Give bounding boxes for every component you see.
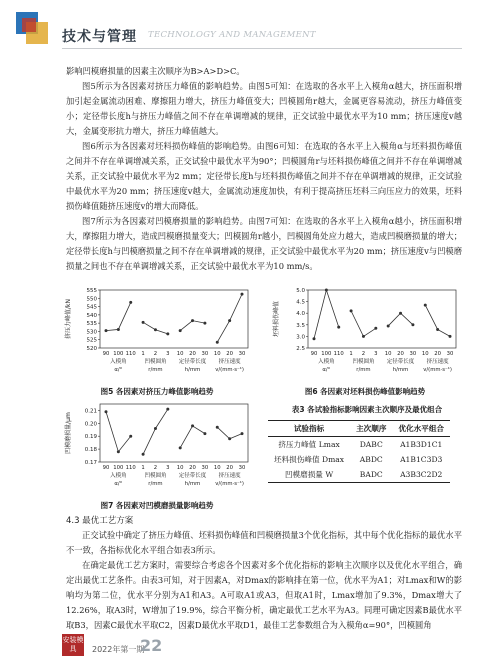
x-group-label: 入模角 [318, 359, 335, 365]
data-point [203, 432, 206, 435]
x-tick-label: 10 [384, 351, 392, 357]
data-point [387, 324, 390, 327]
x-tick-label: 10 [176, 351, 184, 357]
y-tick-label: 4.0 [296, 311, 305, 318]
x-tick-label: 30 [238, 465, 246, 471]
data-point [179, 329, 182, 332]
table-row [268, 437, 450, 453]
data-point [228, 319, 231, 322]
data-point [129, 301, 132, 304]
x-group-unit: v/(mm·s⁻¹) [215, 367, 245, 373]
x-tick-label: 2 [153, 351, 158, 357]
x-group-label: 入模角 [110, 473, 127, 479]
y-tick-label: 0.21 [84, 408, 97, 415]
data-point [216, 426, 219, 429]
data-point [142, 321, 145, 324]
data-point [117, 328, 120, 331]
data-point [191, 424, 194, 427]
x-tick-label: 2 [361, 351, 366, 357]
table3-combo: A1B3D1C1 [400, 440, 443, 449]
series-line [106, 412, 131, 452]
x-group-unit: r/mm [148, 367, 163, 373]
table3-header: 主次顺序 [356, 424, 387, 433]
y-tick-label: 0.18 [84, 447, 97, 454]
data-point [337, 326, 340, 329]
data-point [117, 450, 120, 453]
x-tick-label: 90 [310, 351, 318, 357]
x-tick-label: 30 [201, 465, 209, 471]
data-point [436, 328, 439, 331]
data-point [129, 435, 132, 438]
plot-frame [100, 290, 248, 348]
y-tick-label: 550 [86, 296, 97, 303]
table3-header: 优化水平组合 [398, 424, 445, 433]
series-line [314, 290, 339, 339]
data-point [166, 332, 169, 335]
table3-order: ABDC [359, 455, 383, 464]
x-tick-label: 3 [166, 351, 170, 357]
x-tick-label: 90 [102, 465, 110, 471]
x-tick-label: 1 [141, 351, 145, 357]
y-tick-label: 540 [86, 312, 97, 319]
data-point [424, 304, 427, 307]
x-tick-label: 1 [141, 465, 145, 471]
data-point [241, 293, 244, 296]
x-tick-label: 30 [446, 351, 454, 357]
fig5-chart [62, 286, 252, 384]
x-tick-label: 110 [125, 351, 136, 357]
table3-order: BADC [359, 470, 383, 479]
y-axis-label: 坯料损伤峰值 [273, 300, 280, 338]
y-tick-label: 545 [86, 304, 97, 311]
x-group-label: 凹模圆角 [144, 473, 167, 479]
y-tick-label: 520 [86, 346, 97, 352]
series-line [217, 427, 242, 439]
footer-badge: 安装模具 [62, 634, 84, 656]
journal-logo-icon [14, 8, 52, 48]
data-point [241, 432, 244, 435]
y-tick-label: 0.19 [84, 434, 97, 441]
table3-header: 试验指标 [293, 424, 325, 433]
x-group-label: 挤压速度 [218, 473, 241, 479]
plot-frame [308, 290, 456, 348]
fig7-caption: 图7 各因素对凹模磨损量影响趋势 [100, 501, 214, 510]
journal-section-title-en: TECHNOLOGY AND MANAGEMENT [148, 30, 316, 40]
data-point [313, 337, 316, 340]
data-point [411, 323, 414, 326]
x-group-unit: v/(mm·s⁻¹) [215, 481, 245, 487]
series-line [106, 302, 131, 330]
data-point [105, 329, 108, 332]
x-group-label: 入模角 [110, 359, 127, 365]
x-group-unit: α/° [114, 481, 123, 487]
x-tick-label: 20 [226, 465, 234, 471]
data-point [191, 319, 194, 322]
x-tick-label: 3 [166, 465, 170, 471]
fig6-chart [270, 286, 460, 384]
table-row [268, 452, 450, 467]
paragraph-order-w: 影响凹模磨损量的因素主次顺序为B>A>D>C。 [66, 66, 245, 76]
y-axis-label: 凹模磨损量/μm [65, 412, 72, 454]
table3-metric: 挤压力峰值 Lmax [278, 440, 340, 449]
x-group-unit: h/mm [184, 481, 201, 487]
y-tick-label: 5.0 [296, 288, 305, 294]
table3-combo: A1B1C3D3 [400, 455, 443, 464]
x-group-label: 凹模圆角 [144, 359, 167, 365]
data-point [350, 309, 353, 312]
data-point [203, 322, 206, 325]
y-tick-label: 525 [86, 337, 97, 344]
x-group-unit: r/mm [356, 367, 371, 373]
series-line [351, 311, 376, 337]
x-group-unit: α/° [114, 367, 123, 373]
x-group-unit: v/(mm·s⁻¹) [423, 367, 453, 373]
x-group-unit: h/mm [184, 367, 201, 373]
x-group-label: 凹模圆角 [352, 359, 375, 365]
page-header [0, 0, 480, 58]
x-tick-label: 10 [176, 465, 184, 471]
table3-combo: A3B3C2D2 [400, 470, 443, 479]
header-divider [62, 48, 462, 49]
table-row [268, 467, 450, 483]
plot-frame [100, 404, 248, 462]
data-point [449, 335, 452, 338]
y-tick-label: 555 [86, 288, 97, 294]
x-tick-label: 20 [189, 465, 196, 471]
data-point [399, 312, 402, 315]
series-line [180, 426, 205, 448]
data-point [179, 446, 182, 449]
y-tick-label: 535 [86, 321, 97, 328]
x-tick-label: 100 [321, 351, 332, 357]
series-line [425, 305, 450, 336]
x-group-unit: α/° [322, 367, 331, 373]
x-tick-label: 20 [226, 351, 234, 357]
x-tick-label: 90 [102, 351, 110, 357]
data-point [166, 408, 169, 411]
x-tick-label: 10 [421, 351, 429, 357]
series-line [388, 313, 413, 326]
table3-order: DABC [359, 440, 383, 449]
x-group-label: 挤压速度 [426, 359, 449, 365]
paragraph-optim: 正交试验中确定了挤压力峰值、坯料损伤峰值和凹模磨损量3个优化指标，其中每个优化指标的最优水平不一致，各指标优化水平组合如表3所示。 [66, 530, 462, 555]
series-line [217, 294, 242, 342]
table3-metric: 坯料损伤峰值 Dmax [274, 455, 345, 464]
x-tick-label: 20 [189, 351, 196, 357]
x-tick-label: 10 [213, 351, 221, 357]
data-point [216, 341, 219, 344]
paragraph-best-plan: 在确定最优工艺方案时，需要综合考虑各个因素对多个优化指标的影响主次顺序以及优化水平组合，确定出最优工艺条件。由表3可知，对于因素A，对Dmax的影响排在第一位，优水平为A1；对Lmax和W的影响均为第二位，优水平分别为A1和A3。A可取A1或A3，但取A1时，Lmax增加了9.3%，Dmax增大了12.26%，取A3时，W增加了19.9%，综合平衡分析，确定最优工艺水平为A3。同理可确定因素B最优水平取B3，因素C最优水平取C2，因素D最优水平取D1，最佳工艺参数组合为入模角α=90°，凹模圆角 [66, 560, 462, 630]
x-group-label: 挤压速度 [218, 359, 241, 365]
series-line [143, 409, 168, 454]
data-point [374, 327, 377, 330]
data-point [105, 410, 108, 413]
section-title: 4.3 最优工艺方案 [66, 516, 134, 526]
x-tick-label: 100 [113, 351, 124, 357]
x-tick-label: 30 [238, 351, 246, 357]
body-text-top [66, 64, 462, 274]
paragraph-fig6: 图6所示为各因素对坯料损伤峰值的影响趋势。由图6可知：在选取的各水平上入模角α与坯料损伤峰值之间并不存在单调增减关系，正交试验中最优水平为90°；凹模圆角r与坯料损伤峰值之间并不存在单调增减关系，正交试验中最优水平为2 mm；定径带长度h与坯料损伤峰值之间并不存在单调增减的规律，正交试验中最优水平为20 mm；挤压速度v越大，金属流动速度加快，有利于提高挤压坯料三向压应力的效果，坯料损伤峰值随挤压速度v的增大而降低。 [66, 141, 462, 211]
table3 [268, 420, 450, 483]
fig6-caption: 图6 各因素对坯料损伤峰值影响趋势 [304, 387, 426, 396]
x-group-label: 定径带长度 [178, 473, 207, 479]
paragraph-fig5: 图5所示为各因素对挤压力峰值的影响趋势。由图5可知：在选取的各水平上入模角α越大，挤压面积增加引起金属流动困难、摩擦阻力增大，挤压力峰值变大；凹模圆角r越大，金属更容易流动，挤压力峰值变小；定径带长度h与挤压力峰值之间不存在单调增减的规律，正交试验中最优水平为10 mm；挤压速度v越大，金属变形抗力增大，挤压力峰值越大。 [66, 81, 462, 136]
series-line [143, 322, 168, 334]
fig5-caption: 图5 各因素对挤压力峰值影响趋势 [100, 387, 214, 396]
x-tick-label: 110 [125, 465, 136, 471]
x-tick-label: 10 [213, 465, 221, 471]
y-tick-label: 3.0 [296, 334, 305, 341]
y-tick-label: 4.5 [296, 299, 305, 306]
y-tick-label: 3.5 [296, 322, 305, 329]
y-tick-label: 530 [86, 329, 97, 336]
fig7-chart [62, 400, 252, 498]
x-group-unit: h/mm [392, 367, 409, 373]
data-point [325, 289, 328, 292]
x-tick-label: 30 [201, 351, 209, 357]
x-tick-label: 100 [113, 465, 124, 471]
paragraph-fig7: 图7所示为各因素对凹模磨损量的影响趋势。由图7可知：在选取的各水平上入模角α越小，挤压面积增大，摩擦阻力增大，造成凹模磨损量变大；凹模圆角r越小，凹模圆角处应力越大，造成凹模磨损量的增大；定径带长度h与凹模磨损量之间不存在单调增减的规律，正交试验中最优水平为20 mm；挤压速度v与凹模磨损量之间也不存在单调增减关系，正交试验中最优水平为10 mm/s。 [66, 216, 462, 271]
data-point [154, 427, 157, 430]
x-tick-label: 20 [434, 351, 442, 357]
x-tick-label: 110 [333, 351, 344, 357]
data-point [142, 453, 145, 456]
data-point [228, 437, 231, 440]
x-group-unit: r/mm [148, 481, 163, 487]
y-tick-label: 0.17 [84, 460, 97, 466]
x-tick-label: 30 [409, 351, 417, 357]
data-point [154, 328, 157, 331]
x-group-label: 定径带长度 [178, 359, 207, 365]
x-tick-label: 1 [349, 351, 353, 357]
journal-section-title: 技术与管理 [62, 29, 137, 45]
table3-title: 表3 各试验指标影响因素主次顺序及最优组合 [291, 405, 443, 414]
y-axis-label: 挤压力峰值/kN [65, 299, 72, 339]
body-text-bottom [66, 528, 462, 633]
y-tick-label: 2.5 [296, 346, 305, 352]
data-point [362, 335, 365, 338]
page-number: 22 [140, 636, 163, 655]
x-tick-label: 20 [397, 351, 404, 357]
table3-metric: 凹模磨损量 W [284, 470, 334, 479]
x-group-label: 定径带长度 [386, 359, 415, 365]
x-tick-label: 3 [374, 351, 378, 357]
y-tick-label: 0.20 [84, 421, 97, 428]
x-tick-label: 2 [153, 465, 158, 471]
table3-header-row [268, 421, 450, 437]
footer-issue: 2022年第一期 [92, 645, 145, 654]
